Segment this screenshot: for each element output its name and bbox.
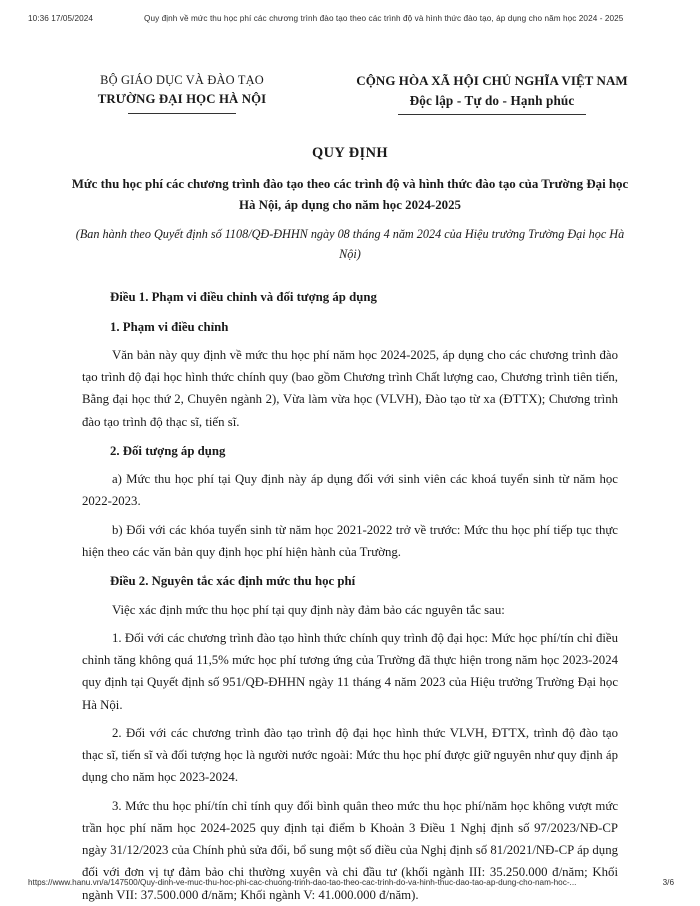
letterhead	[0, 46, 700, 115]
print-page-title: Quy định về mức thu học phí các chương trình đào tạo theo các trình độ và hình thức đào tạo, áp dụng cho năm học 2024 - 2025	[144, 13, 624, 23]
title-block	[0, 145, 700, 264]
browser-print-header	[0, 11, 700, 25]
section-1-paragraph: Văn bản này quy định về mức thu học phí năm học 2024-2025, áp dụng cho các chương trình đào tạo trình độ đại học hình thức chính quy (bao gồm Chương trình Chất lượng cao, Chương trình tiên tiến, Bằng đại học thứ 2, Chuyên ngành 2), Vừa làm vừa học (VLVH), Đào tạo từ xa (ĐTTX); Chương trình đào tạo trình độ thạc sĩ, tiến sĩ.	[82, 347, 618, 429]
ministry-name: BỘ GIÁO DỤC VÀ ĐÀO TẠO	[100, 73, 264, 87]
letterhead-issuer	[52, 72, 312, 114]
section-2-paragraph-a: a) Mức thu học phí tại Quy định này áp dụng đối với sinh viên các khoá tuyển sinh từ năm học 2022-2023.	[82, 472, 618, 509]
print-timestamp: 10:36 17/05/2024	[28, 13, 94, 23]
article-2-item-2: 2. Đối với các chương trình đào tạo trình độ đại học hình thức VLVH, ĐTTX, trình độ đào tạo thạc sĩ, tiến sĩ và đối tượng học là người nước ngoài: Mức thu học phí được giữ nguyên như quy định áp dụng cho năm học 2023-2024.	[82, 725, 618, 785]
article-1-heading: Điều 1. Phạm vi điều chỉnh và đối tượng áp dụng	[110, 290, 377, 305]
article-2-item-3: 3. Mức thu học phí/tín chỉ tính quy đổi bình quân theo mức thu học phí/năm học không vượt mức trần học phí năm học 2024-2025 quy định tại điểm b Khoản 3 Điều 1 Nghị định số 97/2023/NĐ-CP ngày 31/12/2023 của Chính phủ sửa đổi, bổ sung một số điều của Nghị định số 81/2021/NĐ-CP áp dụng đối với đơn vị tự đảm bảo chi thường xuyên và chi đầu tư (khối ngành III: 35.250.000 đ/năm; Khối ngành VII: 37.500.000 đ/năm; Khối ngành V: 41.000.000 đ/năm).	[82, 798, 618, 902]
section-2-paragraph-b: b) Đối với các khóa tuyển sinh từ năm học 2021-2022 trở về trước: Mức thu học phí tiếp tục thực hiện theo các văn bản quy định học phí hiện hành của Trường.	[82, 522, 618, 559]
university-name: TRƯỜNG ĐẠI HỌC HÀ NỘI	[97, 91, 267, 106]
print-page-indicator: 3/6	[662, 878, 674, 887]
document-issue-note: (Ban hành theo Quyết định số 1108/QĐ-ĐHHN ngày 08 tháng 4 năm 2024 của Hiệu trưởng Trường Đại học Hà Nội)	[75, 226, 625, 261]
browser-print-footer	[0, 878, 700, 892]
document-subtitle: Mức thu học phí các chương trình đào tạo theo các trình độ và hình thức đào tạo của Trường Đại học Hà Nội, áp dụng cho năm học 2024-2025	[71, 176, 629, 212]
letterhead-divider-right	[398, 114, 586, 115]
letterhead-national	[312, 72, 672, 115]
print-source-url: https://www.hanu.vn/a/147500/Quy-dinh-ve-muc-thu-hoc-phi-cac-chuong-trinh-dao-tao-theo-cac-trinh-do-va-hinh-thuc-dao-tao-ap-dung-cho-nam-hoc-...	[28, 878, 577, 887]
article-2-heading: Điều 2. Nguyên tắc xác định mức thu học phí	[110, 574, 356, 589]
section-2-heading: 2. Đối tượng áp dụng	[110, 443, 226, 458]
article-2-intro: Việc xác định mức thu học phí tại quy định này đảm bảo các nguyên tắc sau:	[112, 602, 505, 617]
national-motto: Độc lập - Tự do - Hạnh phúc	[409, 92, 575, 108]
document-type-title: QUY ĐỊNH	[311, 144, 389, 161]
article-2-item-1: 1. Đối với các chương trình đào tạo hình thức chính quy trình độ đại học: Mức học phí/tín chỉ điều chỉnh tăng không quá 11,5% mức học phí tương ứng của Trường đã thực hiện trong năm học 2023-2024 quy định tại Quyết định số 951/QĐ-ĐHHN ngày 11 tháng 4 năm 2023 của Hiệu trưởng Trường Đại học Hà Nội.	[82, 630, 618, 712]
letterhead-divider-left	[128, 113, 236, 114]
document-body	[82, 286, 618, 906]
country-name: CỘNG HÒA XÃ HỘI CHỦ NGHĨA VIỆT NAM	[356, 73, 628, 88]
section-1-heading: 1. Phạm vi điều chỉnh	[110, 319, 229, 334]
